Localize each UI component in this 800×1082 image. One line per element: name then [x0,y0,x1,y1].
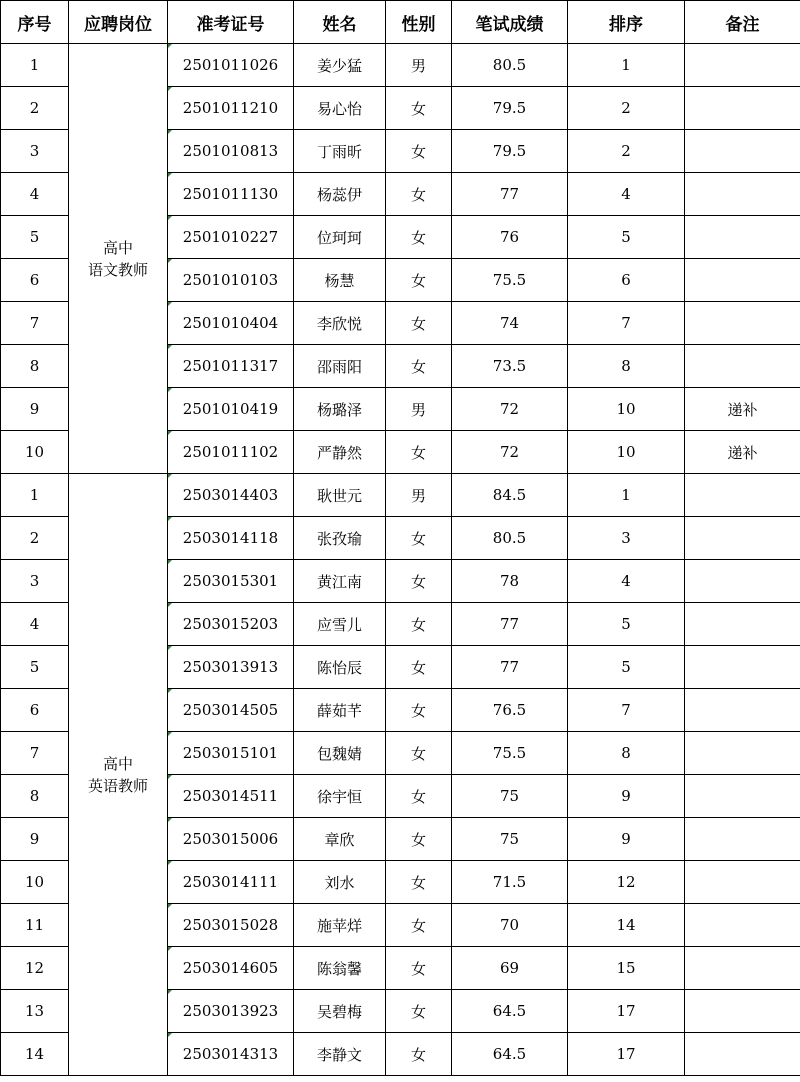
cell-score: 64.5 [452,1033,568,1076]
cell-rank: 7 [568,302,685,345]
cell-score: 64.5 [452,990,568,1033]
cell-rank: 3 [568,517,685,560]
cell-name: 包魏婧 [294,732,386,775]
cell-remark [685,689,800,732]
cell-exam-id: 2501011130 [168,173,294,216]
cell-no: 8 [1,345,69,388]
cell-gender: 女 [386,818,452,861]
cell-rank: 10 [568,431,685,474]
cell-score: 76 [452,216,568,259]
cell-name: 李欣悦 [294,302,386,345]
cell-name: 施苹烊 [294,904,386,947]
cell-name: 杨蕊伊 [294,173,386,216]
cell-gender: 女 [386,302,452,345]
cell-no: 6 [1,689,69,732]
cell-score: 71.5 [452,861,568,904]
cell-exam-id: 2503013913 [168,646,294,689]
cell-rank: 1 [568,44,685,87]
cell-name: 应雪儿 [294,603,386,646]
cell-name: 杨慧 [294,259,386,302]
cell-name: 陈怡辰 [294,646,386,689]
cell-exam-id: 2503014313 [168,1033,294,1076]
header-position: 应聘岗位 [69,1,168,44]
cell-gender: 女 [386,345,452,388]
cell-no: 6 [1,259,69,302]
cell-remark [685,216,800,259]
cell-rank: 12 [568,861,685,904]
cell-exam-id: 2501010813 [168,130,294,173]
cell-gender: 女 [386,259,452,302]
cell-no: 7 [1,302,69,345]
cell-exam-id: 2503014505 [168,689,294,732]
cell-no: 13 [1,990,69,1033]
cell-score: 75.5 [452,732,568,775]
cell-remark [685,732,800,775]
position-line: 高中 [102,238,133,257]
cell-no: 10 [1,431,69,474]
cell-remark: 递补 [685,431,800,474]
cell-rank: 10 [568,388,685,431]
cell-score: 79.5 [452,87,568,130]
cell-gender: 女 [386,603,452,646]
cell-exam-id: 2503014511 [168,775,294,818]
cell-rank: 6 [568,259,685,302]
cell-score: 75 [452,818,568,861]
cell-exam-id: 2503015028 [168,904,294,947]
cell-remark [685,990,800,1033]
cell-no: 11 [1,904,69,947]
cell-gender: 女 [386,431,452,474]
cell-exam-id: 2503014111 [168,861,294,904]
cell-no: 5 [1,646,69,689]
cell-no: 8 [1,775,69,818]
cell-remark [685,345,800,388]
cell-rank: 5 [568,646,685,689]
cell-position [69,474,168,1076]
header-name: 姓名 [294,1,386,44]
cell-score: 73.5 [452,345,568,388]
cell-no: 14 [1,1033,69,1076]
cell-rank: 17 [568,990,685,1033]
cell-no: 4 [1,603,69,646]
cell-exam-id: 2503014403 [168,474,294,517]
cell-name: 姜少猛 [294,44,386,87]
table-row [1,474,800,517]
cell-exam-id: 2503015006 [168,818,294,861]
cell-no: 7 [1,732,69,775]
cell-remark [685,560,800,603]
cell-gender: 男 [386,474,452,517]
position-line: 英语教师 [87,776,148,795]
cell-remark: 递补 [685,388,800,431]
cell-name: 严静然 [294,431,386,474]
header-rank: 排序 [568,1,685,44]
position-line: 语文教师 [87,260,148,279]
cell-no: 1 [1,44,69,87]
cell-name: 耿世元 [294,474,386,517]
cell-exam-id: 2501011210 [168,87,294,130]
cell-exam-id: 2501010419 [168,388,294,431]
cell-name: 吴碧梅 [294,990,386,1033]
cell-score: 79.5 [452,130,568,173]
cell-rank: 9 [568,775,685,818]
cell-gender: 女 [386,689,452,732]
cell-score: 80.5 [452,44,568,87]
cell-gender: 女 [386,130,452,173]
cell-remark [685,44,800,87]
cell-name: 李静文 [294,1033,386,1076]
cell-gender: 男 [386,44,452,87]
position-line: 高中 [102,754,133,773]
header-score: 笔试成绩 [452,1,568,44]
cell-remark [685,302,800,345]
cell-exam-id: 2503015301 [168,560,294,603]
cell-name: 黄江南 [294,560,386,603]
cell-remark [685,130,800,173]
cell-remark [685,646,800,689]
cell-exam-id: 2503013923 [168,990,294,1033]
cell-no: 9 [1,818,69,861]
cell-score: 75.5 [452,259,568,302]
cell-name: 杨璐泽 [294,388,386,431]
cell-remark [685,474,800,517]
cell-remark [685,904,800,947]
cell-remark [685,173,800,216]
cell-position [69,44,168,474]
cell-remark [685,818,800,861]
cell-no: 3 [1,130,69,173]
cell-name: 徐宇恒 [294,775,386,818]
cell-name: 邵雨阳 [294,345,386,388]
cell-remark [685,947,800,990]
cell-exam-id: 2501011317 [168,345,294,388]
cell-no: 12 [1,947,69,990]
table-body [1,44,800,1076]
cell-score: 78 [452,560,568,603]
cell-gender: 女 [386,517,452,560]
cell-exam-id: 2503014605 [168,947,294,990]
cell-rank: 14 [568,904,685,947]
cell-gender: 女 [386,646,452,689]
cell-name: 易心怡 [294,87,386,130]
cell-score: 77 [452,646,568,689]
cell-score: 77 [452,173,568,216]
cell-no: 2 [1,517,69,560]
cell-rank: 2 [568,130,685,173]
cell-score: 84.5 [452,474,568,517]
cell-remark [685,861,800,904]
cell-score: 76.5 [452,689,568,732]
cell-gender: 女 [386,904,452,947]
cell-score: 70 [452,904,568,947]
cell-score: 74 [452,302,568,345]
cell-name: 薛茹芊 [294,689,386,732]
cell-exam-id: 2503015203 [168,603,294,646]
cell-no: 5 [1,216,69,259]
cell-exam-id: 2503015101 [168,732,294,775]
cell-exam-id: 2501011102 [168,431,294,474]
cell-rank: 5 [568,216,685,259]
cell-rank: 5 [568,603,685,646]
cell-no: 2 [1,87,69,130]
cell-rank: 8 [568,345,685,388]
cell-rank: 8 [568,732,685,775]
cell-rank: 9 [568,818,685,861]
cell-rank: 15 [568,947,685,990]
cell-gender: 女 [386,560,452,603]
cell-remark [685,1033,800,1076]
cell-score: 72 [452,431,568,474]
cell-exam-id: 2501010227 [168,216,294,259]
cell-gender: 女 [386,216,452,259]
cell-rank: 4 [568,173,685,216]
cell-exam-id: 2503014118 [168,517,294,560]
header-no: 序号 [1,1,69,44]
cell-no: 1 [1,474,69,517]
cell-rank: 1 [568,474,685,517]
cell-gender: 女 [386,1033,452,1076]
cell-score: 75 [452,775,568,818]
cell-rank: 4 [568,560,685,603]
cell-name: 陈翁馨 [294,947,386,990]
header-gender: 性别 [386,1,452,44]
cell-name: 张孜瑜 [294,517,386,560]
cell-score: 72 [452,388,568,431]
cell-no: 4 [1,173,69,216]
table-row [1,44,800,87]
cell-gender: 女 [386,947,452,990]
cell-remark [685,259,800,302]
cell-rank: 17 [568,1033,685,1076]
cell-remark [685,603,800,646]
cell-gender: 女 [386,861,452,904]
cell-exam-id: 2501010103 [168,259,294,302]
cell-remark [685,775,800,818]
cell-exam-id: 2501011026 [168,44,294,87]
cell-remark [685,517,800,560]
cell-gender: 女 [386,775,452,818]
cell-name: 丁雨昕 [294,130,386,173]
header-remark: 备注 [685,1,800,44]
cell-name: 刘水 [294,861,386,904]
cell-no: 3 [1,560,69,603]
cell-exam-id: 2501010404 [168,302,294,345]
cell-score: 69 [452,947,568,990]
cell-name: 位珂珂 [294,216,386,259]
cell-name: 章欣 [294,818,386,861]
cell-rank: 7 [568,689,685,732]
cell-no: 10 [1,861,69,904]
cell-no: 9 [1,388,69,431]
cell-gender: 女 [386,732,452,775]
cell-rank: 2 [568,87,685,130]
header-exam-id: 准考证号 [168,1,294,44]
cell-score: 77 [452,603,568,646]
header-row [1,1,800,44]
cell-gender: 女 [386,87,452,130]
cell-gender: 女 [386,173,452,216]
cell-gender: 女 [386,990,452,1033]
cell-score: 80.5 [452,517,568,560]
cell-gender: 男 [386,388,452,431]
cell-remark [685,87,800,130]
